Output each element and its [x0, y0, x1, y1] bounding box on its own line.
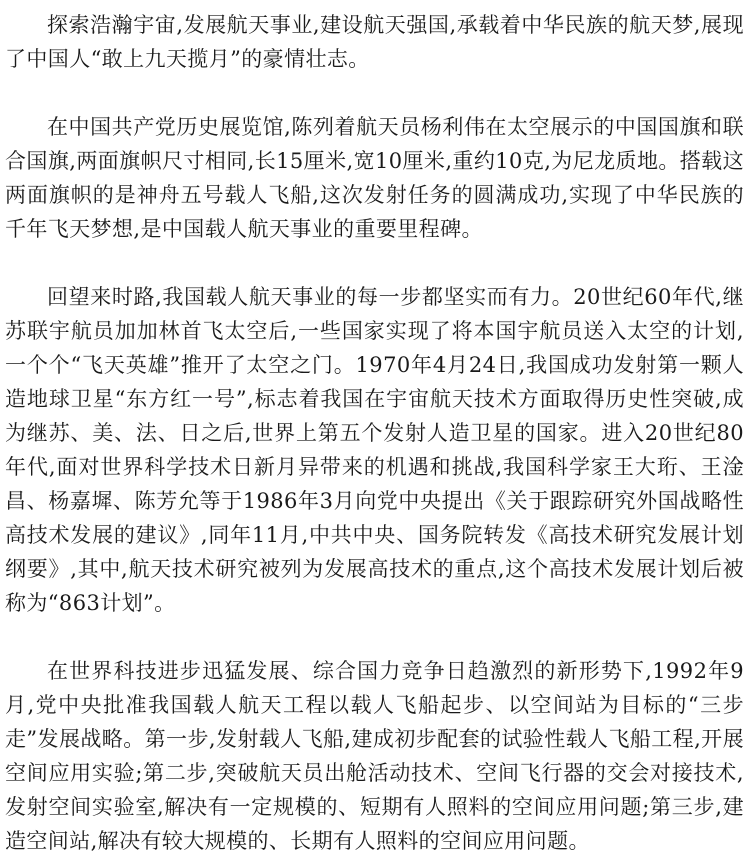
paragraph-history-863: 回望来时路,我国载人航天事业的每一步都坚实而有力。20世纪60年代,继苏联宇航员加加林首飞太空后,一些国家实现了将本国宇航员送入太空的计划,一个个“飞天英雄”推开了太空之门。1970年4月24日,我国成功发射第一颗人造地球卫星“东方红一号”,标志着我国在宇宙航天技术方面取得历史性突破,成为继苏、美、法、日之后,世界上第五个发射人造卫星的国家。进入20世纪80年代,面对世界科学技术日新月异带来的机遇和挑战,我国科学家王大珩、王淦昌、杨嘉墀、陈芳允等于1986年3月向党中央提出《关于跟踪研究外国战略性高技术发展的建议》,同年11月,中共中央、国务院转发《高技术研究发展计划纲要》,其中,航天技术研究被列为发展高技术的重点,这个高技术发展计划后被称为“863计划”。: [5, 285, 744, 615]
paragraph-intro: 探索浩瀚宇宙,发展航天事业,建设航天强国,承载着中华民族的航天梦,展现了中国人“敢上九天揽月”的豪情壮志。: [5, 13, 744, 71]
paragraph-exhibition-flags: 在中国共产党历史展览馆,陈列着航天员杨利伟在太空展示的中国国旗和联合国旗,两面旗帜尺寸相同,长15厘米,宽10厘米,重约10克,为尼龙质地。搭载这两面旗帜的是神舟五号载人飞船,这次发射任务的圆满成功,实现了中华民族的千年飞天梦想,是中国载人航天事业的重要里程碑。: [5, 115, 744, 241]
paragraph-three-step-strategy: 在世界科技进步迅猛发展、综合国力竞争日趋激烈的新形势下,1992年9月,党中央批准我国载人航天工程以载人飞船起步、以空间站为目标的“三步走”发展战略。第一步,发射载人飞船,建成初步配套的试验性载人飞船工程,开展空间应用实验;第二步,突破航天员出舱活动技术、空间飞行器的交会对接技术,发射空间实验室,解决有一定规模的、短期有人照料的空间应用问题;第三步,建造空间站,解决有较大规模的、长期有人照料的空间应用问题。: [5, 659, 744, 853]
